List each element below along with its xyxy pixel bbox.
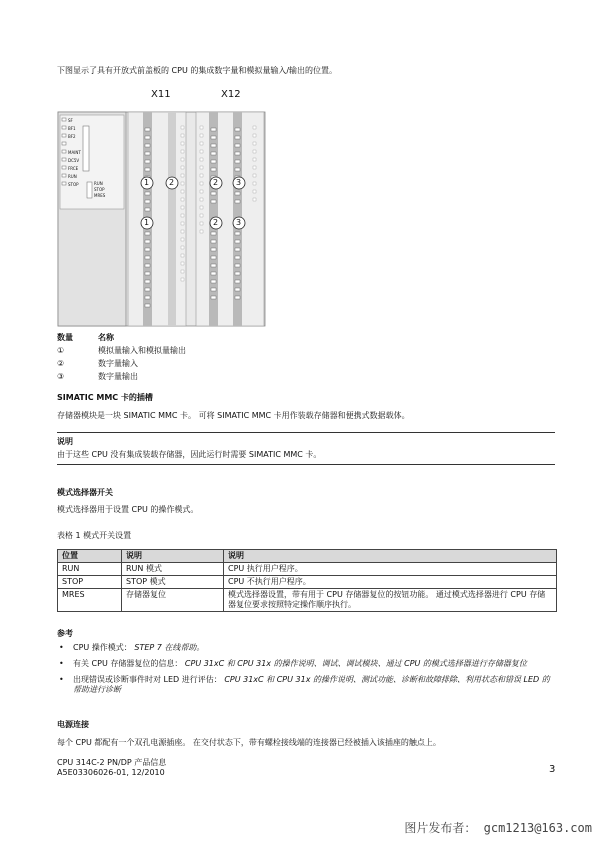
cell-explanation: CPU 不执行用户程序。 bbox=[224, 576, 557, 589]
page-number: 3 bbox=[549, 764, 556, 775]
table-header-row bbox=[58, 550, 557, 563]
callout-1a: 1 bbox=[144, 178, 150, 187]
ref-lead: 有关 CPU 存储器复位的信息： bbox=[73, 659, 183, 668]
led-stop: STOP bbox=[68, 182, 79, 187]
list-item bbox=[57, 659, 557, 669]
callout-2c: 2 bbox=[213, 218, 219, 227]
power-text: 每个 CPU 都配有一个双孔电源插座。 在交付状态下，带有螺栓接线端的连接器已经被插入该插座的触点上。 bbox=[57, 738, 441, 747]
note-text: 由于这些 CPU 没有集成装载存储器，因此运行时需要 SIMATIC MMC 卡。 bbox=[57, 450, 322, 459]
cell-position: RUN bbox=[58, 563, 122, 576]
mode-title: 模式选择器开关 bbox=[57, 488, 113, 497]
legend-num-2: ② bbox=[57, 359, 65, 368]
mmc-text: 存储器模块是一块 SIMATIC MMC 卡。 可将 SIMATIC MMC 卡用作装载存储器和便携式数据载体。 bbox=[57, 411, 410, 420]
bullet-icon: • bbox=[59, 659, 64, 668]
mode-switch-labels bbox=[94, 181, 105, 199]
legend-name-1: 模拟量输入和模拟量输出 bbox=[98, 346, 186, 355]
mmc-title: SIMATIC MMC 卡的插槽 bbox=[57, 393, 153, 402]
list-item bbox=[57, 675, 557, 695]
watermark-text: 图片发布者： gcm1213@163.com bbox=[404, 821, 592, 835]
cpu-drawing bbox=[57, 88, 267, 328]
callout-1b: 1 bbox=[144, 218, 150, 227]
cell-position: STOP bbox=[58, 576, 122, 589]
x11-label: X11 bbox=[151, 89, 171, 100]
footer-line2: A5E03306026-01, 12/2010 bbox=[57, 768, 165, 777]
cell-explanation: CPU 执行用户程序。 bbox=[224, 563, 557, 576]
callout-2b: 2 bbox=[213, 178, 219, 187]
table-caption: 表格 1 模式开关设置 bbox=[57, 531, 132, 540]
legend-num-1: ① bbox=[57, 346, 65, 355]
mode-table bbox=[57, 549, 557, 612]
legend-header-name: 名称 bbox=[98, 333, 114, 342]
col-description: 说明 bbox=[122, 550, 224, 563]
col-explanation: 说明 bbox=[224, 550, 557, 563]
legend-name-2: 数字量输入 bbox=[98, 359, 138, 368]
led-bf1: BF1 bbox=[68, 126, 76, 131]
callout-2a: 2 bbox=[169, 178, 175, 187]
intro-text: 下图显示了具有开放式前盖板的 CPU 的集成数字量和模拟量输入/输出的位置。 bbox=[57, 66, 338, 75]
reference-list bbox=[57, 643, 557, 698]
led-blank bbox=[68, 141, 81, 149]
reference-title: 参考 bbox=[57, 629, 73, 638]
legend-name-3: 数字量输出 bbox=[98, 372, 138, 381]
led-bf2: BF2 bbox=[68, 134, 76, 139]
cell-description: RUN 模式 bbox=[122, 563, 224, 576]
note-top-rule bbox=[57, 432, 555, 433]
power-title: 电源连接 bbox=[57, 720, 89, 729]
ref-italic: CPU 31xC 和 CPU 31x 的操作说明、调试、调试模块、通过 CPU 的模式选择器进行存储器复位 bbox=[184, 659, 527, 668]
bullet-icon: • bbox=[59, 643, 64, 652]
col-position: 位置 bbox=[58, 550, 122, 563]
note-bottom-rule bbox=[57, 464, 555, 465]
footer-line1: CPU 314C-2 PN/DP 产品信息 bbox=[57, 758, 167, 767]
mode-run-label: RUN bbox=[94, 181, 103, 186]
ref-italic: STEP 7 在线帮助。 bbox=[134, 643, 205, 652]
cell-description: STOP 模式 bbox=[122, 576, 224, 589]
x12-label: X12 bbox=[221, 89, 241, 100]
mode-stop-label: STOP bbox=[94, 187, 105, 192]
note-label: 说明 bbox=[57, 437, 73, 446]
cell-position: MRES bbox=[58, 589, 122, 612]
cell-description: 存储器复位 bbox=[122, 589, 224, 612]
ref-italic: CPU 31xC 和 CPU 31x 的操作说明、测试功能、诊断和故障排除、利用状态和错误 LED 的帮助进行诊断 bbox=[73, 675, 550, 694]
led-dc5v: DC5V bbox=[68, 158, 80, 163]
bullet-icon: • bbox=[59, 675, 64, 684]
table-row bbox=[58, 576, 557, 589]
led-labels bbox=[68, 117, 81, 189]
mode-text: 模式选择器用于设置 CPU 的操作模式。 bbox=[57, 505, 199, 514]
legend-num-3: ③ bbox=[57, 372, 65, 381]
cell-explanation: 模式选择器设置，带有用于 CPU 存储器复位的按钮功能。 通过模式选择器进行 CPU 存储器复位要求按照特定操作顺序执行。 bbox=[224, 589, 557, 612]
ref-lead: CPU 操作模式： bbox=[73, 643, 132, 652]
legend-header-num: 数量 bbox=[57, 333, 73, 342]
led-frce: FRCE bbox=[68, 166, 79, 171]
callout-3a: 3 bbox=[236, 178, 242, 187]
callout-3b: 3 bbox=[236, 218, 242, 227]
mode-mres-label: MRES bbox=[94, 193, 106, 198]
table-row bbox=[58, 563, 557, 576]
ref-lead: 出现错误或诊断事件时对 LED 进行评估： bbox=[73, 675, 222, 684]
led-sf: SF bbox=[68, 118, 73, 123]
led-run: RUN bbox=[68, 174, 77, 179]
cpu-figure bbox=[57, 88, 267, 328]
led-maint: MAINT bbox=[68, 150, 81, 155]
list-item bbox=[57, 643, 557, 653]
table-row bbox=[58, 589, 557, 612]
